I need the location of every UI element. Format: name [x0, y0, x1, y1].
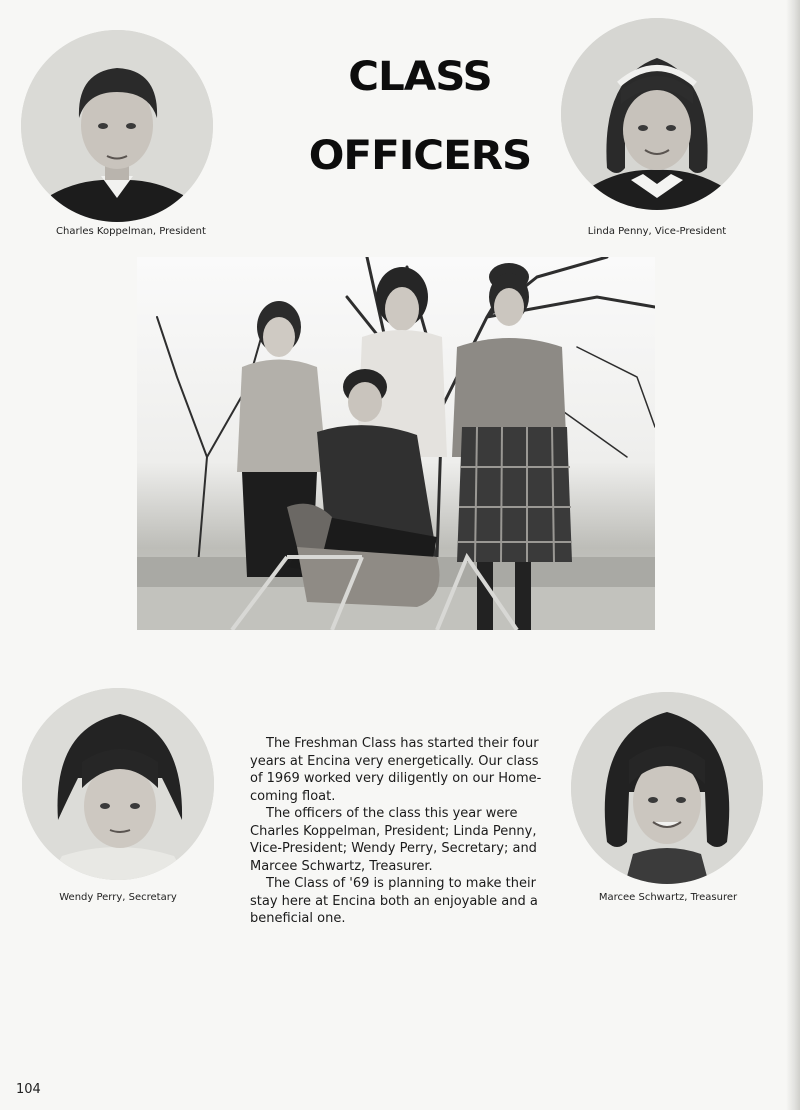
title-line-1: CLASS [348, 54, 492, 100]
caption-treasurer: Marcee Schwartz, Treasurer [598, 892, 738, 903]
caption-president: Charles Koppelman, President [56, 226, 206, 237]
paragraph-1: The Freshman Class has started their four years at Encina very energetically. Our class of 1969 worked very diligently on our Homecoming float. [250, 736, 542, 804]
page-number: 104 [16, 1082, 41, 1097]
article-body [250, 735, 550, 928]
portrait-president [21, 30, 213, 222]
portrait-treasurer [571, 692, 763, 884]
paragraph-3: The Class of '69 is planning to make their stay here at Encina both an enjoyable and a beneficial one. [250, 876, 538, 926]
portrait-secretary [22, 688, 214, 880]
group-photo [137, 257, 655, 630]
caption-secretary: Wendy Perry, Secretary [59, 892, 177, 903]
page-edge [786, 0, 800, 1110]
title-line-2: OFFICERS [308, 133, 532, 179]
portrait-vice-president [561, 18, 753, 210]
caption-vice-president: Linda Penny, Vice-President [587, 226, 727, 237]
paragraph-2: The officers of the class this year were Charles Koppelman, President; Linda Penny, Vice-President; Wendy Perry, Secretary; and Marcee Schwartz, Treasurer. [250, 806, 537, 874]
